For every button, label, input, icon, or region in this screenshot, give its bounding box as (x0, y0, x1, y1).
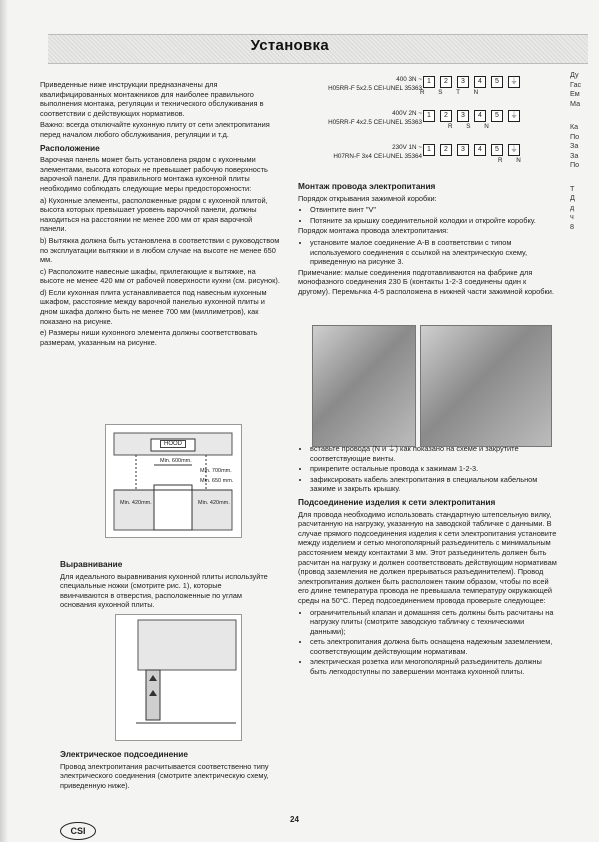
mount-open-item: • Потяните за крышку соединительной колодки и откройте коробку. (310, 216, 560, 226)
after-item: • прикрепите остальные провода к зажимам 1-2-3. (310, 464, 560, 474)
ground-icon: ⏚ (508, 76, 520, 88)
electric-heading: Электрическое подсоединение (60, 749, 188, 759)
note-text: Примечание: малые соединения подготавливаются на фабрике для монофазного соединения 230 Б (контакты 1-2-3 соединены один к другому). Перемычка 4-5 расположена в нижней части зажимной коробки. (298, 267, 554, 296)
leveling-heading: Выравнивание (60, 559, 123, 569)
wiring-cable-3: H07RN-F 3x4 CEI-UNEL 35364 (333, 153, 422, 160)
side-cut-line: За (570, 150, 579, 160)
side-cut-line: ч (570, 212, 574, 221)
electric-section (60, 746, 295, 792)
wiring-volt-2: 400V 2N ~ (392, 110, 422, 117)
dim-min600: Min. 600mm. (160, 458, 192, 464)
connect-list (298, 608, 560, 677)
mount-order-item: • установите малое соединение A-B в соответствии с типом используемого соединения с ссылкой на электрическую схему, приведенную на рисунке 3. (310, 238, 560, 267)
side-cut-line: 8 (570, 221, 574, 231)
mount-order-list (298, 238, 560, 267)
terminal-5: 5 (491, 110, 503, 122)
dim-min420-right: Min. 420mm. (198, 500, 230, 506)
after-list (298, 444, 560, 494)
terminal-3: 3 (457, 76, 469, 88)
side-cut-line: Ма (570, 98, 581, 108)
side-cut-line: По (570, 160, 580, 169)
terminal-block-2 (423, 110, 520, 122)
connect-item: • электрическая розетка или многополярный разъединитель должны быть легкодоступны по завершении монтажа кухонной плиты. (310, 657, 560, 676)
mount-open-list (298, 205, 560, 225)
after-item: • зафиксировать кабель электропитания в специальном кабельном зажиме и закрыть крышку. (310, 475, 560, 494)
page-title: Установка (250, 37, 329, 54)
wiring-letters-3: R N (498, 157, 527, 164)
dim-min650: Min. 650 mm. (200, 478, 234, 484)
placement-item-b: b) Вытяжка должна быть установлена в соответствии с руководством по эксплуатации вытяжки и в любом случае на высоте не менее 650 мм. (40, 235, 280, 265)
terminal-3: 3 (457, 144, 469, 156)
dim-min700: Min. 700mm. (200, 468, 232, 474)
dim-min420-left: Min. 420mm. (120, 500, 152, 506)
side-cut-line: Т (570, 183, 575, 193)
right-column-bottom (298, 444, 560, 678)
leveling-text: Для идеального выравнивания кухонной плиты используйте специальные ножки (смотрите рис. 1), которые ввинчиваются в отверстия, расположенные по углам основания кухонной плиты. (60, 571, 268, 610)
terminal-5: 5 (491, 144, 503, 156)
csi-logo: CSI (60, 822, 96, 840)
side-cut-line: д (570, 202, 575, 212)
terminal-2: 2 (440, 110, 452, 122)
wiring-cable-1: H05RR-F 5x2.5 CEI-UNEL 35363 (328, 85, 422, 92)
leveling-figure (115, 614, 242, 741)
ground-icon: ⏚ (508, 110, 520, 122)
placement-item-e: e) Размеры ниши кухонного элемента должны соответствовать размерам, указанным на рисунке. (40, 328, 258, 347)
terminal-block-1 (423, 76, 520, 88)
terminal-4: 4 (474, 76, 486, 88)
terminal-4: 4 (474, 144, 486, 156)
page-number: 24 (290, 815, 299, 824)
leveling-svg (116, 615, 241, 740)
terminal-block-3 (423, 144, 520, 156)
terminal-3: 3 (457, 110, 469, 122)
connect-text: Для провода необходимо использовать стандартную штепсельную вилку, расчитанную на нагрузку, указанную на заводской табличке с данными. В случае прямого подсоединения изделия к сети электропитания установите между изделием и сетью многополярный разъединитель с минимальным расстоянием между контактами 3 мм. Этот разъединитель должен быть расчитан на нагрузку и должен соответствовать действующим нормативам (провод заземления не должен прерываться разъединителем). Провод электропитания должен быть расположен таким образом, чтобы по всей его длине температура провода не превышала температуру окружающей среды на 50°C. Перед подсоединением провода проверьте следующее: (298, 509, 557, 605)
wiring-letters-1: R S T N (420, 89, 485, 96)
side-cut-line: Гас (570, 79, 582, 89)
placement-item-c: c) Расположите навесные шкафы, прилегающие к вытяжке, на высоте не менее 420 мм от рабочей поверхности кухни (см. рисунок). (40, 266, 280, 286)
connect-heading: Подсоединение изделия к сети электропитания (298, 496, 496, 507)
left-column (40, 80, 280, 349)
side-cut-line: Ем (570, 89, 580, 98)
terminal-2: 2 (440, 144, 452, 156)
hood-label: HOOD (160, 440, 186, 448)
intro-paragraph: Приведенные ниже инструкции предназначены для квалифицированных монтажников для наиболее правильного выполнения монтажа, регуляции и технического обслуживания в соответствии с действующих нормативов. (40, 80, 264, 118)
placement-item-a: a) Кухонные элементы, расположенные рядом с кухонной плитой, высота которых превышает уровень варочной панели, должны находиться на расстоянии не менее 200 мм от края варочной панели. (40, 195, 268, 234)
important-note: Важно: всегда отключайте кухонную плиту от сети электропитания перед началом любого обслуживания, регуляции и т.д. (40, 120, 270, 139)
terminal-1: 1 (423, 76, 435, 88)
side-cut-column (570, 70, 599, 231)
terminal-1: 1 (423, 110, 435, 122)
wiring-volt-3: 230V 1N ~ (392, 144, 422, 151)
placement-text: Варочная панель может быть установлена рядом с кухонными элементами, высота которых не превышает рабочую поверхность варочной панели. Для правильного монтажа кухонной плиты необходимо соблюдать следующие меры предосторожности: (40, 155, 268, 193)
side-cut-line: За (570, 141, 579, 150)
mount-open-item: • Отвинтите винт "V" (310, 205, 560, 215)
mount-order-text: Порядок монтажа провода электропитания: (298, 226, 449, 236)
connect-item: • сеть электропитания должна быть оснащена надежным заземлением, соответствующим действующим нормативам. (310, 637, 560, 656)
wiring-letters-2: R S N (448, 123, 495, 130)
wiring-diagram (298, 76, 568, 176)
placement-item-d: d) Если кухонная плита устанавливается под навесным кухонным шкафом, расстояние между варочной панелью кухонной плиты и дном шкафа должно быть не менее 700 мм (миллиметров), как показано на рисунке. (40, 287, 267, 326)
mount-open-text: Порядок открывания зажимной коробки: (298, 193, 437, 203)
side-cut-line: Ду (570, 70, 579, 79)
leveling-section (60, 556, 270, 612)
wiring-cable-2: H05RR-F 4x2.5 CEI-UNEL 35363 (328, 119, 422, 126)
terminal-box-photo-left (312, 325, 416, 447)
terminal-5: 5 (491, 76, 503, 88)
terminal-2: 2 (440, 76, 452, 88)
mount-heading: Монтаж провода электропитания (298, 181, 436, 191)
wiring-volt-1: 400 3N ~ (396, 76, 422, 83)
right-column-top (298, 178, 560, 299)
side-cut-line: Ка (570, 122, 579, 131)
connect-item: • ограничительный клапан и домашняя сеть должны быть расчитаны на нагрузку плиты (смотрите заводскую табличку с техническими данными); (310, 608, 560, 637)
page-edge (0, 0, 8, 842)
side-cut-line: По (570, 131, 580, 141)
terminal-1: 1 (423, 144, 435, 156)
placement-heading: Расположение (40, 142, 100, 153)
electric-text: Провод электропитания расчитывается соответственно типу электрического соединения (смотрите электрическую схему, приведенную ниже). (60, 761, 269, 790)
ground-icon: ⏚ (508, 144, 520, 156)
after-item: • вставьте провода (N и ⏚) как показано на схеме и закрутите соответствующие винты. (310, 444, 560, 463)
side-cut-line: Д (570, 193, 575, 202)
terminal-4: 4 (474, 110, 486, 122)
placement-list (40, 196, 280, 348)
terminal-box-photo-right (420, 325, 552, 447)
